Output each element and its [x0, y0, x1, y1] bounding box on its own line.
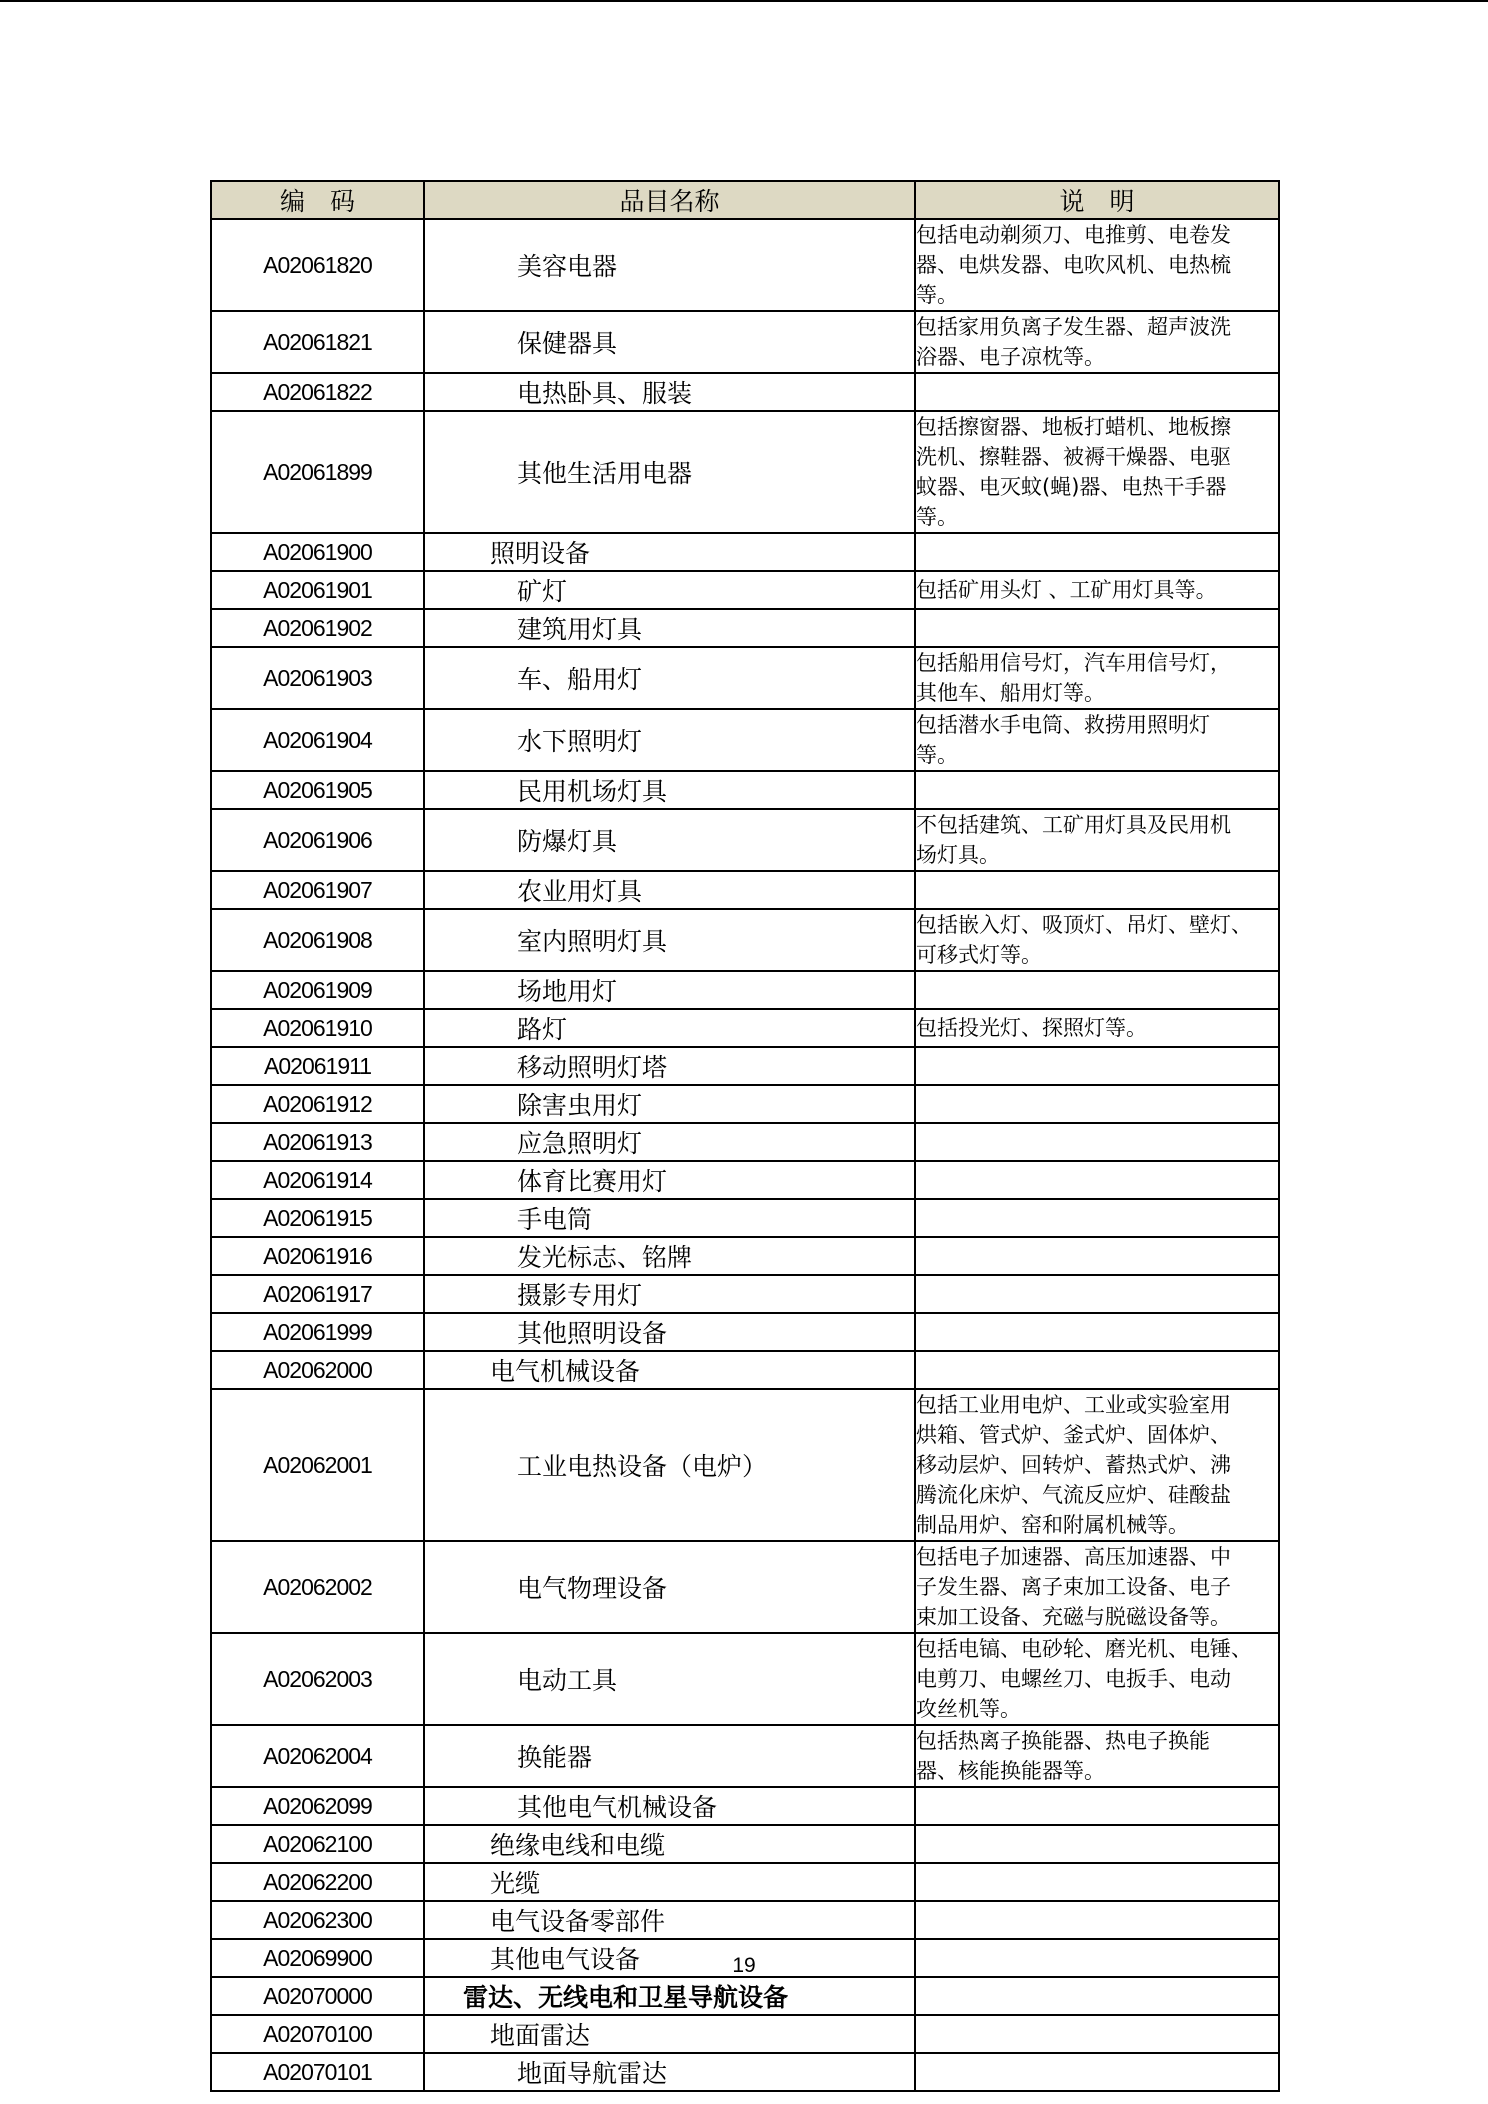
- description-line: 包括家用负离子发生器、超声波洗: [916, 315, 1231, 339]
- item-name: 手电筒: [424, 1199, 915, 1237]
- item-description: [915, 1863, 1279, 1901]
- table-row: [211, 609, 1279, 647]
- table-row: [211, 219, 1279, 311]
- table-row: [211, 1047, 1279, 1085]
- item-name: 矿灯: [424, 571, 915, 609]
- item-name: 场地用灯: [424, 971, 915, 1009]
- item-description: [915, 1351, 1279, 1389]
- item-name: 其他生活用电器: [424, 411, 915, 533]
- item-code: A02061899: [211, 411, 424, 533]
- item-name: 工业电热设备（电炉）: [424, 1389, 915, 1541]
- table-row: [211, 1633, 1279, 1725]
- item-description: [915, 771, 1279, 809]
- header-desc: 说 明: [915, 181, 1279, 219]
- table-row: [211, 1389, 1279, 1541]
- description-line: 包括热离子换能器、热电子换能: [916, 1729, 1210, 1753]
- item-name: 雷达、无线电和卫星导航设备: [424, 1977, 915, 2015]
- table-row: [211, 1725, 1279, 1787]
- item-description: [915, 1237, 1279, 1275]
- item-code: A02061999: [211, 1313, 424, 1351]
- table-row: [211, 1541, 1279, 1633]
- description-line: 器、电烘发器、电吹风机、电热梳: [916, 253, 1231, 277]
- item-description: [915, 1085, 1279, 1123]
- description-line: 移动层炉、回转炉、蓄热式炉、沸: [916, 1453, 1231, 1477]
- description-line: 子发生器、离子束加工设备、电子: [916, 1575, 1231, 1599]
- table-row: [211, 871, 1279, 909]
- item-code: A02062004: [211, 1725, 424, 1787]
- table-row: [211, 647, 1279, 709]
- description-line: 包括电子加速器、高压加速器、中: [916, 1545, 1231, 1569]
- item-code: A02062000: [211, 1351, 424, 1389]
- item-description: [915, 1199, 1279, 1237]
- item-name: 移动照明灯塔: [424, 1047, 915, 1085]
- item-code: A02061910: [211, 1009, 424, 1047]
- item-code: A02061822: [211, 373, 424, 411]
- description-line: 不包括建筑、工矿用灯具及民用机: [916, 813, 1231, 837]
- item-description: [915, 411, 1279, 533]
- item-code: A02061908: [211, 909, 424, 971]
- item-description: [915, 373, 1279, 411]
- table-row: [211, 1161, 1279, 1199]
- item-name: 其他电气设备: [424, 1939, 915, 1977]
- description-line: 浴器、电子凉枕等。: [916, 345, 1105, 369]
- description-line: 束加工设备、充磁与脱磁设备等。: [916, 1605, 1231, 1629]
- description-line: 包括工业用电炉、工业或实验室用: [916, 1393, 1231, 1417]
- item-code: A02061916: [211, 1237, 424, 1275]
- item-code: A02062002: [211, 1541, 424, 1633]
- item-description: [915, 1825, 1279, 1863]
- table-row: [211, 533, 1279, 571]
- item-description: [915, 2015, 1279, 2053]
- description-line: 腾流化床炉、气流反应炉、硅酸盐: [916, 1483, 1231, 1507]
- description-line: 可移式灯等。: [916, 943, 1042, 967]
- item-description: [915, 971, 1279, 1009]
- table-row: [211, 1275, 1279, 1313]
- description-line: 器、核能换能器等。: [916, 1759, 1105, 1783]
- item-name: 其他照明设备: [424, 1313, 915, 1351]
- item-name: 电气机械设备: [424, 1351, 915, 1389]
- item-description: [915, 1977, 1279, 2015]
- table-row: [211, 1977, 1279, 2015]
- item-description: [915, 219, 1279, 311]
- item-name: 水下照明灯: [424, 709, 915, 771]
- item-description: [915, 871, 1279, 909]
- description-line: 包括电动剃须刀、电推剪、电卷发: [916, 223, 1231, 247]
- item-code: A02062100: [211, 1825, 424, 1863]
- item-code: A02061900: [211, 533, 424, 571]
- item-description: [915, 1009, 1279, 1047]
- item-description: [915, 2053, 1279, 2091]
- item-description: [915, 1901, 1279, 1939]
- item-description: [915, 1161, 1279, 1199]
- item-name: 室内照明灯具: [424, 909, 915, 971]
- table-row: [211, 411, 1279, 533]
- description-line: 场灯具。: [916, 843, 1000, 867]
- item-code: A02061917: [211, 1275, 424, 1313]
- item-description: [915, 909, 1279, 971]
- item-code: A02061911: [211, 1047, 424, 1085]
- description-line: 制品用炉、窑和附属机械等。: [916, 1513, 1189, 1537]
- table-row: [211, 1237, 1279, 1275]
- item-code: A02061907: [211, 871, 424, 909]
- table-row: [211, 1313, 1279, 1351]
- item-description: [915, 1313, 1279, 1351]
- description-line: 包括潜水手电筒、救捞用照明灯: [916, 713, 1210, 737]
- item-name: 照明设备: [424, 533, 915, 571]
- item-description: [915, 609, 1279, 647]
- item-code: A02061913: [211, 1123, 424, 1161]
- item-name: 体育比赛用灯: [424, 1161, 915, 1199]
- catalog-table: [210, 180, 1280, 2092]
- item-name: 路灯: [424, 1009, 915, 1047]
- description-line: 包括投光灯、探照灯等。: [916, 1016, 1147, 1040]
- item-name: 光缆: [424, 1863, 915, 1901]
- item-code: A02061904: [211, 709, 424, 771]
- table-row: [211, 1199, 1279, 1237]
- item-name: 其他电气机械设备: [424, 1787, 915, 1825]
- item-description: [915, 1725, 1279, 1787]
- item-code: A02061821: [211, 311, 424, 373]
- item-code: A02061902: [211, 609, 424, 647]
- description-line: 其他车、船用灯等。: [916, 681, 1105, 705]
- item-name: 民用机场灯具: [424, 771, 915, 809]
- item-description: [915, 1633, 1279, 1725]
- table-row: [211, 1787, 1279, 1825]
- table-row: [211, 1009, 1279, 1047]
- item-description: [915, 1541, 1279, 1633]
- item-name: 保健器具: [424, 311, 915, 373]
- item-code: A02062001: [211, 1389, 424, 1541]
- item-code: A02062300: [211, 1901, 424, 1939]
- item-code: A02061912: [211, 1085, 424, 1123]
- item-name: 建筑用灯具: [424, 609, 915, 647]
- description-line: 包括电镐、电砂轮、磨光机、电锤、: [916, 1637, 1252, 1661]
- item-code: A02070000: [211, 1977, 424, 2015]
- item-description: [915, 647, 1279, 709]
- item-description: [915, 533, 1279, 571]
- item-description: [915, 809, 1279, 871]
- table-row: [211, 1825, 1279, 1863]
- table-row: [211, 1351, 1279, 1389]
- item-code: A02070100: [211, 2015, 424, 2053]
- table-row: [211, 1863, 1279, 1901]
- top-border-line: [0, 0, 1488, 2]
- description-line: 等。: [916, 743, 958, 767]
- item-name: 美容电器: [424, 219, 915, 311]
- item-code: A02062003: [211, 1633, 424, 1725]
- item-description: [915, 1787, 1279, 1825]
- description-line: 包括船用信号灯，汽车用信号灯，: [916, 651, 1231, 675]
- description-line: 包括擦窗器、地板打蜡机、地板擦: [916, 415, 1231, 439]
- item-name: 应急照明灯: [424, 1123, 915, 1161]
- item-code: A02061909: [211, 971, 424, 1009]
- item-code: A02061903: [211, 647, 424, 709]
- table-row: [211, 909, 1279, 971]
- item-name: 发光标志、铭牌: [424, 1237, 915, 1275]
- table-row: [211, 1123, 1279, 1161]
- item-description: [915, 709, 1279, 771]
- item-name: 电气物理设备: [424, 1541, 915, 1633]
- item-name: 摄影专用灯: [424, 1275, 915, 1313]
- item-code: A02062099: [211, 1787, 424, 1825]
- table-row: [211, 571, 1279, 609]
- item-description: [915, 311, 1279, 373]
- item-description: [915, 1123, 1279, 1161]
- header-name: 品目名称: [424, 181, 915, 219]
- item-description: [915, 1389, 1279, 1541]
- description-line: 等。: [916, 283, 958, 307]
- table-header-row: [211, 181, 1279, 219]
- item-code: A02061915: [211, 1199, 424, 1237]
- item-code: A02062200: [211, 1863, 424, 1901]
- description-line: 攻丝机等。: [916, 1697, 1021, 1721]
- description-line: 等。: [916, 505, 958, 529]
- description-line: 蚊器、电灭蚊(蝇)器、电热干手器: [916, 475, 1227, 499]
- table-body: [211, 219, 1279, 2091]
- item-name: 车、船用灯: [424, 647, 915, 709]
- table-row: [211, 2015, 1279, 2053]
- item-code: A02061906: [211, 809, 424, 871]
- item-name: 防爆灯具: [424, 809, 915, 871]
- description-line: 电剪刀、电螺丝刀、电扳手、电动: [916, 1667, 1231, 1691]
- table-row: [211, 971, 1279, 1009]
- table-row: [211, 709, 1279, 771]
- item-code: A02061905: [211, 771, 424, 809]
- item-name: 电气设备零部件: [424, 1901, 915, 1939]
- item-description: [915, 571, 1279, 609]
- item-code: A02061914: [211, 1161, 424, 1199]
- item-name: 电热卧具、服装: [424, 373, 915, 411]
- description-line: 烘箱、管式炉、釜式炉、固体炉、: [916, 1423, 1231, 1447]
- item-name: 电动工具: [424, 1633, 915, 1725]
- item-description: [915, 1047, 1279, 1085]
- table-row: [211, 2053, 1279, 2091]
- description-line: 洗机、擦鞋器、被褥干燥器、电驱: [916, 445, 1231, 469]
- table-row: [211, 771, 1279, 809]
- table-row: [211, 1901, 1279, 1939]
- item-name: 地面雷达: [424, 2015, 915, 2053]
- item-name: 绝缘电线和电缆: [424, 1825, 915, 1863]
- item-code: A02069900: [211, 1939, 424, 1977]
- item-code: A02070101: [211, 2053, 424, 2091]
- table-row: [211, 1085, 1279, 1123]
- item-code: A02061820: [211, 219, 424, 311]
- table-row: [211, 373, 1279, 411]
- item-description: [915, 1275, 1279, 1313]
- page-number: 19: [732, 1954, 756, 1977]
- item-name: 除害虫用灯: [424, 1085, 915, 1123]
- description-line: 包括矿用头灯 、工矿用灯具等。: [916, 578, 1217, 602]
- item-name: 地面导航雷达: [424, 2053, 915, 2091]
- item-name: 换能器: [424, 1725, 915, 1787]
- table-row: [211, 311, 1279, 373]
- description-line: 包括嵌入灯、吸顶灯、吊灯、壁灯、: [916, 913, 1252, 937]
- item-name: 农业用灯具: [424, 871, 915, 909]
- table-row: [211, 809, 1279, 871]
- item-code: A02061901: [211, 571, 424, 609]
- header-code: 编 码: [211, 181, 424, 219]
